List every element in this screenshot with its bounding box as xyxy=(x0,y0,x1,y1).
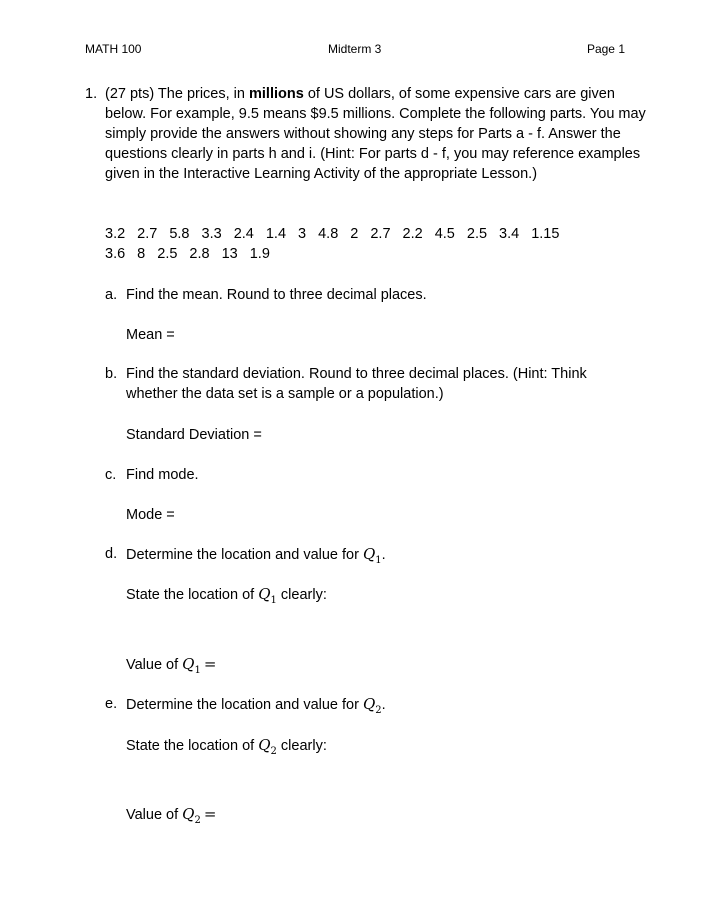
data-row-1 xyxy=(105,224,650,244)
q1-symbol: $Q_1$ xyxy=(182,655,201,676)
data-value: 3.3 xyxy=(201,226,222,242)
q2-symbol: $Q_2$ xyxy=(362,695,382,716)
page-number: Page 1 xyxy=(586,42,625,56)
data-value: 1.4 xyxy=(265,226,287,242)
question-number: 1. xyxy=(85,86,98,102)
data-value: 3 xyxy=(298,226,307,242)
q1-location-label: State the location of $Q_1$ clearly: xyxy=(126,585,327,606)
part-b-text: Find the standard deviation. Round to three decimal places. (Hint: Think whether the data set is a sample or a population.) xyxy=(126,366,587,402)
data-value: 2 xyxy=(350,226,359,242)
mean-answer-label: Mean = xyxy=(126,327,175,343)
part-e-text: Determine the location and value for $Q_2$. xyxy=(126,695,386,716)
intro-text-end: of US dollars, of some expensive cars are given below. For example, 9.5 means $9.5 millions. Complete the following parts. You may simply provide the answers without showing any steps for Parts a - f. Answer the questions clearly in parts h and i. (Hint: For parts d - f, you may reference examples given in the Interactive Learning Activity of the appropriate Lesson.) xyxy=(105,86,646,182)
q2-symbol: $Q_2$ xyxy=(258,736,277,757)
data-value: 2.7 xyxy=(137,226,158,242)
data-value: 8 xyxy=(137,246,146,262)
data-value: 2.5 xyxy=(157,246,178,262)
q2-location-label: State the location of $Q_2$ clearly: xyxy=(126,736,327,757)
data-value: 13 xyxy=(221,246,238,262)
part-d-label: d. xyxy=(105,546,118,562)
data-value: 1.9 xyxy=(249,246,270,262)
part-e-label: e. xyxy=(105,696,118,712)
page-header xyxy=(85,42,625,58)
part-a-label: a. xyxy=(105,287,118,303)
data-value: 4.5 xyxy=(434,226,455,242)
part-a-text: Find the mean. Round to three decimal places. xyxy=(126,287,427,303)
q1-symbol: $Q_1$ xyxy=(258,585,277,606)
intro-bold-word: millions xyxy=(249,86,304,102)
q2-value-label: Value of $Q_2$ = xyxy=(126,805,217,826)
data-value: 2.8 xyxy=(189,246,210,262)
q1-symbol: $Q_1$ xyxy=(362,545,382,566)
exam-title: Midterm 3 xyxy=(328,42,382,56)
data-row-2 xyxy=(105,244,650,264)
part-b-label: b. xyxy=(105,366,118,382)
data-set xyxy=(105,224,650,264)
part-c-label: c. xyxy=(105,467,117,483)
data-value: 3.2 xyxy=(105,226,126,242)
question-intro xyxy=(105,84,650,184)
data-value: 5.8 xyxy=(169,226,190,242)
data-value: 2.4 xyxy=(233,226,254,242)
data-value: 2.5 xyxy=(466,226,488,242)
data-value: 2.2 xyxy=(402,226,423,242)
std-dev-answer-label: Standard Deviation = xyxy=(126,427,262,443)
course-name: MATH 100 xyxy=(85,42,142,56)
q1-value-label: Value of $Q_1$ = xyxy=(126,655,217,676)
part-c-text: Find mode. xyxy=(126,467,199,483)
intro-text-start: (27 pts) The prices, in xyxy=(105,86,249,102)
data-value: 3.6 xyxy=(105,246,126,262)
q2-symbol: $Q_2$ xyxy=(182,805,201,826)
data-value: 4.8 xyxy=(318,226,339,242)
part-d-text: Determine the location and value for $Q_1$. xyxy=(126,545,386,566)
data-value: 3.4 xyxy=(499,226,520,242)
mode-answer-label: Mode = xyxy=(126,507,175,523)
data-value: 1.15 xyxy=(531,226,560,242)
data-value: 2.7 xyxy=(370,226,391,242)
